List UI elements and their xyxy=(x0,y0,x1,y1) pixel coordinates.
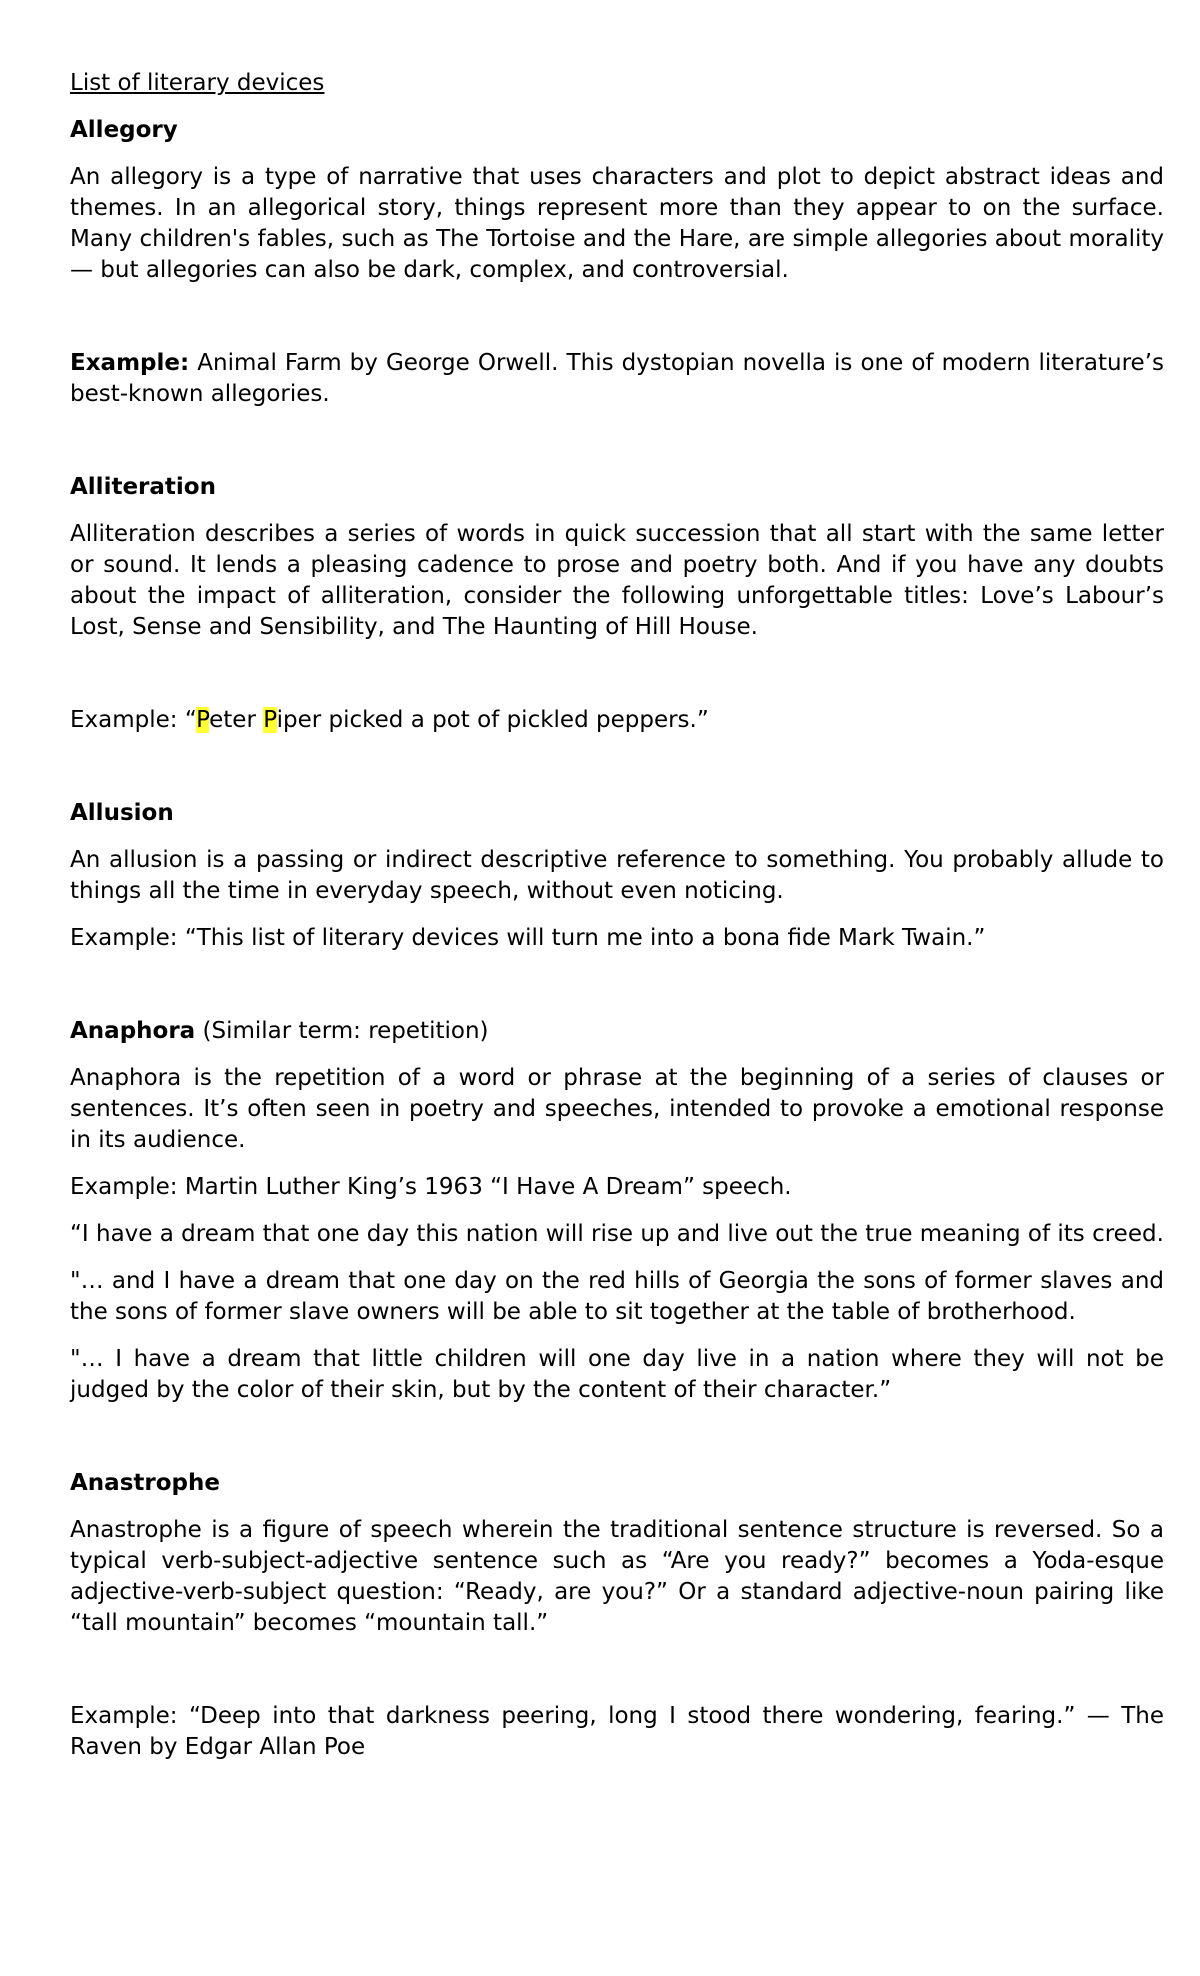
alliteration-body: Alliteration describes a series of words in quick succession that all start with the same letter or sound. It lends a pleasing cadence to prose and poetry both. And if you have any doubts about the impact of alliteration, consider the following unforgettable titles: Love’s Labour’s Lost, Sense and Sensibility, and The Haunting of Hill House. xyxy=(70,521,1164,640)
allegory-example-label: Example: xyxy=(70,350,190,376)
anastrophe-body: Anastrophe is a figure of speech wherein the traditional sentence structure is reversed. So a typical verb-subject-adjective sentence such as “Are you ready?” becomes a Yoda-esque adjective-verb-subject question: “Ready, are you?” Or a standard adjective-noun pairing like “tall mountain” becomes “mountain tall.” xyxy=(70,1517,1164,1636)
anaphora-quote-1: “I have a dream that one day this nation will rise up and live out the true meaning of its creed. xyxy=(70,1221,1164,1247)
anaphora-heading: Anaphora xyxy=(70,1018,196,1044)
highlighted-letter: P xyxy=(196,707,210,733)
alliteration-heading: Alliteration xyxy=(70,474,216,500)
anastrophe-heading: Anastrophe xyxy=(70,1470,220,1496)
alliteration-example-mid: eter xyxy=(209,707,264,733)
anaphora-heading-note: (Similar term: repetition) xyxy=(195,1018,489,1044)
alliteration-example-rest: iper picked a pot of pickled peppers.” xyxy=(276,707,709,733)
anaphora-example: Example: Martin Luther King’s 1963 “I Have A Dream” speech. xyxy=(70,1174,792,1200)
allegory-body: An allegory is a type of narrative that uses characters and plot to depict abstract ideas and themes. In an allegorical story, things represent more than they appear to on the surface. Many children's fables, such as The Tortoise and the Hare, are simple allegories about morality — but allegories can also be dark, complex, and controversial. xyxy=(70,164,1164,283)
highlighted-letter: P xyxy=(263,707,277,733)
allusion-body: An allusion is a passing or indirect descriptive reference to something. You probably allude to things all the time in everyday speech, without even noticing. xyxy=(70,847,1164,904)
allusion-heading: Allusion xyxy=(70,800,174,826)
allegory-example xyxy=(70,348,1164,410)
anaphora-quote-3: "… I have a dream that little children will one day live in a nation where they will not be judged by the color of their skin, but by the content of their character.” xyxy=(70,1346,1164,1403)
alliteration-example-prefix: Example: “ xyxy=(70,707,197,733)
document-page xyxy=(70,68,1164,1763)
allegory-heading: Allegory xyxy=(70,117,178,143)
allegory-example-text: Animal Farm by George Orwell. This dystopian novella is one of modern literature’s best-known allegories. xyxy=(70,350,1164,407)
document-title: List of literary devices xyxy=(70,70,325,96)
anaphora-quote-2: "… and I have a dream that one day on the red hills of Georgia the sons of former slaves and the sons of former slave owners will be able to sit together at the table of brotherhood. xyxy=(70,1268,1164,1325)
alliteration-example xyxy=(70,705,1164,736)
anaphora-body: Anaphora is the repetition of a word or phrase at the beginning of a series of clauses or sentences. It’s often seen in poetry and speeches, intended to provoke a emotional response in its audience. xyxy=(70,1065,1164,1153)
anastrophe-example: Example: “Deep into that darkness peering, long I stood there wondering, fearing.” — The Raven by Edgar Allan Poe xyxy=(70,1703,1164,1760)
anaphora-heading-line xyxy=(70,1016,1164,1047)
allusion-example: Example: “This list of literary devices will turn me into a bona fide Mark Twain.” xyxy=(70,925,986,951)
